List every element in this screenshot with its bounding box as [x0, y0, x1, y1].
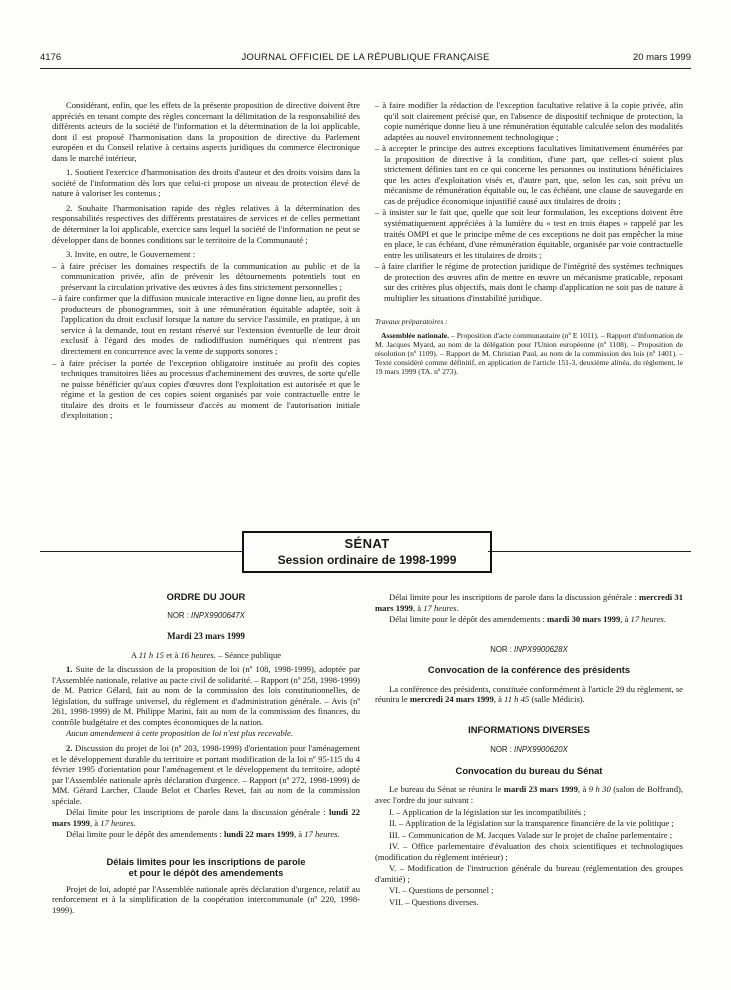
bureau-agenda-item: I. – Application de la législation sur les incompatibilités ;: [389, 806, 586, 817]
header-rule: [40, 68, 691, 69]
page-number: 4176: [40, 52, 62, 63]
list-item: – à faire modifier la rédaction de l'exception facultative relative à la copie privée, afin qu'il soit clairement précisé que, en l'absence de dispositif technique de protection, la copie numérique donne lieu à une rémunération équitable calculée selon des modalités adaptées au nouvel environnement technologique ;: [375, 100, 683, 142]
agenda-item-1-note: Aucun amendement à cette proposition de loi n'est plus recevable.: [66, 728, 293, 739]
resolution-right-column: [375, 100, 683, 381]
list-item: – à accepter le principe des autres exceptions facultatives limitativement énumérées par la proposition de directive à la condition, d'une part, que celles-ci soient plus strictement définies tant en ce qui concerne les personnes ou institutions bénéficiaires que les actes d'exploitation visés et, d'autre part, que, selon les cas, soit prévu un mécanisme de rémunération équitable ou, le cas échéant, une clause de sauvegarde en cas de préjudice économique injustifié causé aux titulaires de droits ;: [375, 143, 683, 206]
ordre-du-jour-heading: ORDRE DU JOUR: [166, 591, 246, 602]
ordre-du-jour-column: [52, 592, 360, 920]
bureau-text: Le bureau du Sénat se réunira le mardi 23 mars 1999, à 9 h 30 (salon de Boffrand), avec l'ordre du jour suivant :: [375, 784, 684, 806]
travaux-text: Assemblée nationale. – Proposition d'acte communautaire (nº E 1011). – Rapport d'information de M. Jacques Myard, au nom de la délégation pour l'Union européenne (nº 1108). – Proposition de résolution (nº 1109). – Rapport de M. Christian Paul, au nom de la commission des lois (nº 1401). – Texte considéré comme définitif, en application de l'article 151-3, deuxième alinéa, du règlement, le 19 mars 1999 (TA. nº 273).: [375, 330, 684, 377]
issue-date: 20 mars 1999: [632, 52, 691, 63]
deadline-inscriptions: Délai limite pour les inscriptions de parole dans la discussion générale : mercredi 31 mars 1999, à 17 heures.: [375, 592, 683, 613]
senat-title-box: [242, 531, 492, 573]
session-time: A 11 h 15 et à 16 heures. – Séance publique: [130, 649, 282, 660]
delais-text: Projet de loi, adopté par l'Assemblée nationale après déclaration d'urgence, relatif au renforcement et à la simplification de la coopération intercommunale (nº 220, 1998-1999).: [52, 883, 360, 916]
deadline-amendements: Délai limite pour le dépôt des amendements : lundi 22 mars 1999, à 17 heures.: [66, 829, 340, 840]
session-title: Session ordinaire de 1998-1999: [277, 553, 457, 567]
delais-heading: Délais limites pour les inscriptions de parole et pour le dépôt des amendements: [106, 855, 306, 878]
bureau-agenda-item: IV. – Office parlementaire d'évaluation des choix scientifiques et technologiques (modification du règlement intérieur) ;: [375, 841, 683, 862]
paragraph: 3. Invite, en outre, le Gouvernement :: [66, 249, 196, 260]
senat-right-column: [375, 592, 683, 908]
paragraph: 1. Soutient l'exercice d'harmonisation des droits d'auteur et des droits voisins dans la société de l'information dès lors que celui-ci propose un niveau de protection élevé de nature à valoriser les contenus ;: [52, 167, 360, 199]
nor-reference: NOR : INPX9900647X: [167, 610, 245, 620]
section-rule-left: [40, 551, 242, 552]
agenda-item-2: 2. Discussion du projet de loi (nº 203, 1998-1999) d'orientation pour l'aménagement et le développement durable du territoire et portant modification de la loi nº 95-115 du 4 février 1995 d'orientation pour l'aménagement et le développement du territoire, adopté par l'Assemblée nationale après déclaration d'urgence. – Rapport (nº 272, 1998-1999) de MM. Gérard Larcher, Claude Belot et Charles Revet, fait au nom de la commission spéciale.: [52, 743, 360, 806]
travaux-label: Travaux préparatoires :: [375, 317, 448, 327]
page-header: [40, 52, 691, 66]
journal-title: JOURNAL OFFICIEL DE LA RÉPUBLIQUE FRANÇAISE: [241, 52, 490, 63]
paragraph: 2. Souhaite l'harmonisation rapide des règles relatives à la détermination des responsabilités respectives des différents prestataires de services et de celles permettant de déterminer la loi applicable, exercice sans lequel la société de l'information ne peut se développer dans de bonnes conditions sur le territoire de la Communauté ;: [52, 202, 360, 245]
paragraph: Considérant, enfin, que les effets de la présente proposition de directive doivent être appréciés en tenant compte des règles concernant la délimitation de la responsabilité des différents acteurs de la société de l'information et la détermination de la loi applicable, dont il est proposé l'harmonisation dans la proposition de directive du Parlement européen et du Conseil relative à certains aspects juridiques du commerce électronique dans le marché intérieur,: [52, 100, 360, 163]
conference-heading: Convocation de la conférence des présidents: [427, 664, 631, 676]
agenda-item-1: 1. Suite de la discussion de la proposition de loi (nº 108, 1998-1999), adoptée par l'Assemblée nationale, relative au pacte civil de solidarité. – Rapport (nº 258, 1998-1999) de M. Patrice Gélard, fait au nom de la commission des lois constitutionnelles, de législation, du suffrage universel, du règlement et d'administration générale. – Avis (nº 261, 1998-1999) de M. Philippe Marini, fait au nom de la commission des finances, du contrôle budgétaire et des comptes économiques de la nation.: [52, 664, 360, 727]
deadline-amendements: Délai limite pour le dépôt des amendements : mardi 30 mars 1999, à 17 heures.: [389, 614, 667, 625]
informations-heading: INFORMATIONS DIVERSES: [468, 723, 590, 735]
session-date: Mardi 23 mars 1999: [167, 631, 245, 642]
bureau-agenda-item: II. – Application de la législation sur la transparence financière de la vie politique ;: [389, 818, 674, 829]
nor-reference: NOR : INPX9900620X: [490, 745, 568, 755]
resolution-left-column: [52, 100, 360, 422]
bureau-agenda-item: III. – Communication de M. Jacques Valade sur le projet de chaîne parlementaire ;: [389, 829, 673, 840]
conference-text: La conférence des présidents, constituée conformément à l'article 29 du règlement, se réunira le mercredi 24 mars 1999, à 11 h 45 (salle Médicis).: [375, 683, 683, 705]
list-item: – à insister sur le fait que, quelle que soit leur formulation, les exceptions doivent être systématiquement appréciées à la lumière du « test en trois étapes » rappelé par les traités OMPI et que le principe même de ces exceptions ne doit pas empêcher la mise en place, le cas échéant, d'une rémunération équitable, organisée par voie contractuelle entre les utilisateurs et les titulaires de droits ;: [375, 207, 683, 260]
deadline-inscriptions: Délai limite pour les inscriptions de parole dans la discussion générale : lundi 22 mars 1999, à 17 heures.: [52, 807, 360, 828]
nor-reference: NOR : INPX9900628X: [490, 644, 568, 654]
bureau-agenda-item: VII. – Questions diverses.: [389, 896, 479, 907]
list-item: – à faire préciser les domaines respectifs de la communication au public et de la communication privée, afin de prévenir les détournements potentiels tout en préservant la circulation privative des œuvres à des fins strictement personnelles ;: [52, 260, 360, 292]
section-rule-right: [488, 551, 691, 552]
bureau-agenda-item: V. – Modification de l'instruction générale du bureau (réglementation des groupes d'amitié) ;: [375, 863, 683, 884]
list-item: – à faire clarifier le régime de protection juridique de l'intégrité des systèmes techniques de protection des œuvres afin de mettre en œuvre un mécanisme praticable, reposant sur des critères plus objectifs, mais dont le champ d'application ne soit pas de nature à multiplier les situations d'instabilité juridique.: [375, 261, 683, 303]
bureau-heading: Convocation du bureau du Sénat: [455, 764, 603, 776]
senat-title: SÉNAT: [344, 536, 390, 551]
bureau-agenda-item: VI. – Questions de personnel ;: [389, 885, 494, 896]
list-item: – à faire confirmer que la diffusion musicale interactive en ligne donne lieu, au profit des producteurs de phonogrammes, soit à une rémunération équitable adaptée, soit à l'application du droit exclusif lorsque la nature du service l'assimile, en pratique, à un service à la demande, tout en restant réservé sur l'extension éventuelle de leur droit exclusif à l'égard des modes de radiodiffusion numériques qui n'entrent pas directement en concurrence avec la vente de supports sonores ;: [52, 293, 360, 357]
list-item: – à faire préciser la portée de l'exception obligatoire instituée au profit des copies techniques transitoires liées au processus d'acheminement des œuvres, de sorte qu'elle ne puisse bénéficier qu'aux copies d'œuvres dont l'exploitation est autorisée et que le régime et la gestion de ces copies soient organisés par voie contractuelle entre le titulaire des droits et le fournisseur d'accès au moment de l'autorisation initiale d'exploitation ;: [52, 357, 360, 421]
